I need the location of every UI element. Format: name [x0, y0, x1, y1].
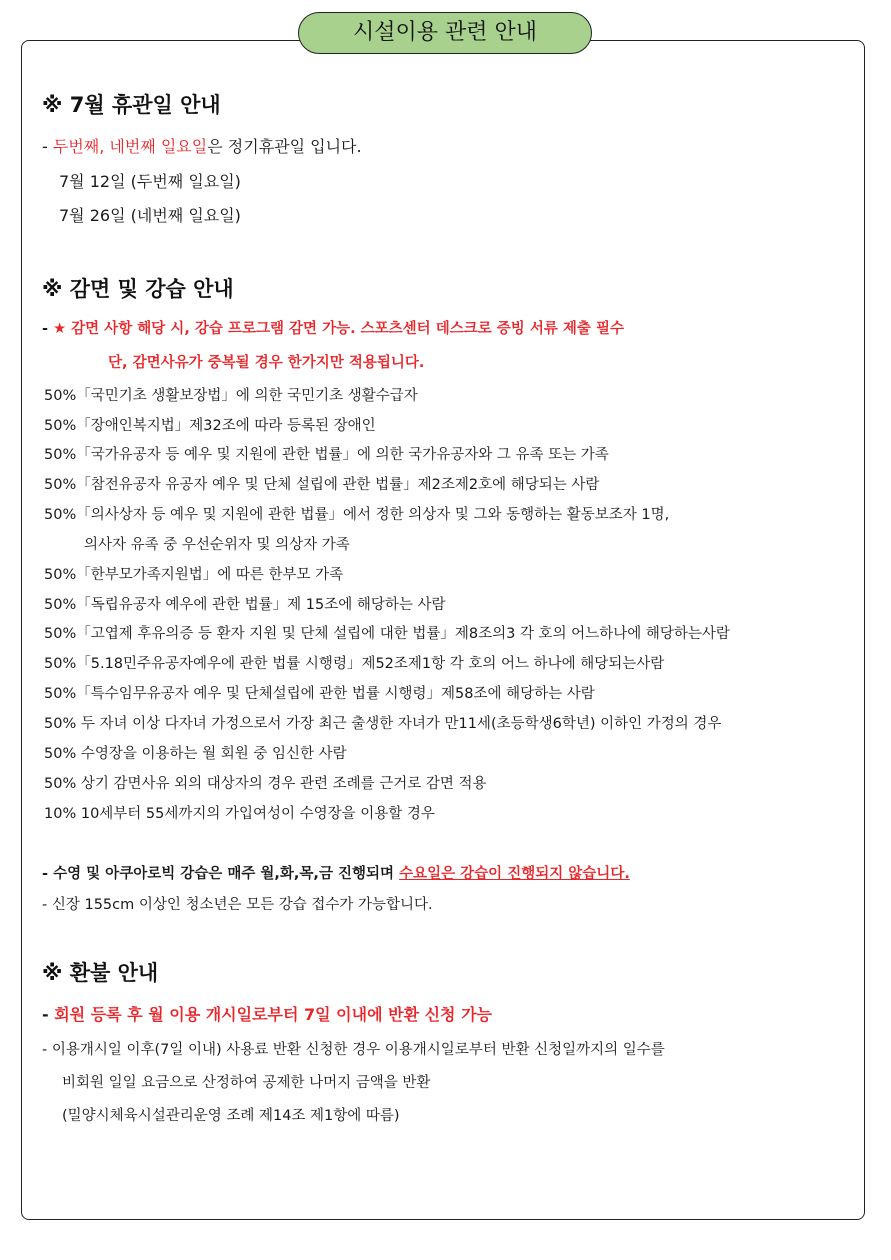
discount-notice: [42, 317, 624, 338]
discount-duplicate-note: 단, 감면사유가 중복될 경우 한가지만 적용됩니다.: [108, 355, 425, 371]
discount-item: 50% 수영장을 이용하는 월 회원 중 임신한 사람: [44, 746, 347, 762]
discount-item: 50%「한부모가족지원법」에 따른 한부모 가족: [44, 567, 344, 583]
dash: -: [42, 321, 54, 337]
refund-paragraph-1: - 이용개시일 이후(7일 이내) 사용료 반환 신청한 경우 이용개시일로부터 반환 신청일까지의 일수를: [42, 1042, 665, 1058]
page-title: 시설이용 관련 안내: [298, 12, 592, 54]
discount-item: 50%「참전유공자 유공자 예우 및 단체 설립에 관한 법률」제2조제2호에 해당되는 사람: [44, 477, 600, 493]
section-heading-discount: ※ 감면 및 강습 안내: [42, 277, 234, 301]
discount-item: 50%「독립유공자 예우에 관한 법률」제 15조에 해당하는 사람: [44, 597, 446, 613]
height-note: - 신장 155cm 이상인 청소년은 모든 강습 접수가 가능합니다.: [42, 897, 433, 913]
discount-item: 50% 두 자녀 이상 다자녀 가정으로서 가장 최근 출생한 자녀가 만11세(초등학생6학년) 이하인 가정의 경우: [44, 716, 722, 732]
refund-deadline: [42, 1002, 492, 1025]
refund-paragraph-3: (밀양시체육시설관리운영 조례 제14조 제1항에 따름): [62, 1108, 400, 1124]
dash: -: [42, 1005, 55, 1024]
class-schedule-text: - 수영 및 아쿠아로빅 강습은 매주 월,화,목,금 진행되며: [42, 866, 400, 882]
section-heading-closure: ※ 7월 휴관일 안내: [42, 93, 221, 117]
closure-rest: 은 정기휴관일 입니다.: [207, 137, 362, 156]
closure-days: 두번째, 네번째 일요일: [52, 137, 208, 156]
refund-paragraph-2: 비회원 일일 요금으로 산정하여 공제한 나머지 금액을 반환: [62, 1075, 431, 1091]
closure-date-1: 7월 12일 (두번째 일요일): [59, 172, 241, 191]
class-no-wednesday: 수요일은 강습이 진행되지 않습니다.: [399, 866, 630, 882]
discount-item: 50%「5.18민주유공자예우에 관한 법률 시행령」제52조제1항 각 호의 어느 하나에 해당되는사람: [44, 656, 665, 672]
closure-line: [42, 134, 362, 157]
discount-item: 50%「고엽제 후유의증 등 환자 지원 및 단체 설립에 대한 법률」제8조의3 각 호의 어느하나에 해당하는사람: [44, 626, 730, 642]
discount-item: 50%「의사상자 등 예우 및 지원에 관한 법률」에서 정한 의상자 및 그와 동행하는 활동보조자 1명,: [44, 507, 670, 523]
discount-notice-red: ★ 감면 사항 해당 시, 강습 프로그램 감면 가능. 스포츠센터 데스크로 증빙 서류 제출 필수: [53, 321, 625, 337]
class-schedule: [42, 862, 630, 883]
closure-date-2: 7월 26일 (네번째 일요일): [59, 206, 241, 225]
section-heading-refund: ※ 환불 안내: [42, 961, 159, 985]
discount-item: 50%「국가유공자 등 예우 및 지원에 관한 법률」에 의한 국가유공자와 그 유족 또는 가족: [44, 447, 609, 463]
discount-item: 50%「특수임무유공자 예우 및 단체설립에 관한 법률 시행령」제58조에 해당하는 사람: [44, 686, 595, 702]
discount-item: 10% 10세부터 55세까지의 가입여성이 수영장을 이용할 경우: [44, 806, 435, 822]
discount-item: 50%「국민기초 생활보장법」에 의한 국민기초 생활수급자: [44, 388, 418, 404]
discount-item: 50%「장애인복지법」제32조에 따라 등록된 장애인: [44, 418, 376, 434]
refund-deadline-red: 회원 등록 후 월 이용 개시일로부터 7일 이내에 반환 신청 가능: [54, 1005, 492, 1024]
discount-item-continued: 의사자 유족 중 우선순위자 및 의상자 가족: [84, 537, 350, 553]
dash: -: [42, 137, 53, 156]
discount-item: 50% 상기 감면사유 외의 대상자의 경우 관련 조례를 근거로 감면 적용: [44, 776, 487, 792]
